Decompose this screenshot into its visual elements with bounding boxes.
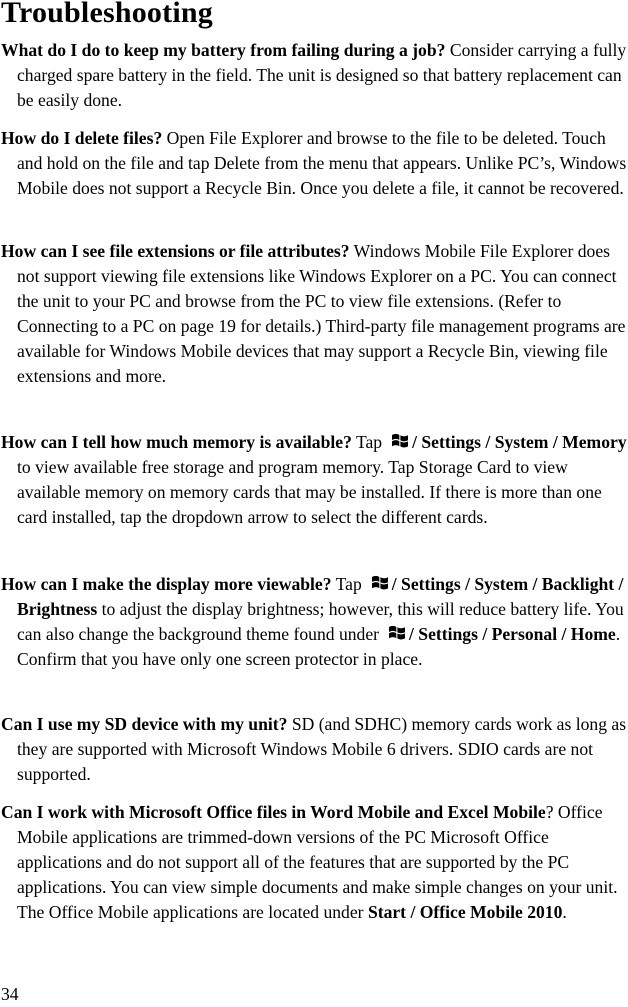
faq-settings-path-2: / Settings / Personal / Home <box>409 624 616 644</box>
faq-answer: to view available free storage and program memory. Tap Storage Card to view available memory on memory cards that may be installed. If there is more than one card installed, tap the dropdown arrow to select the different cards. <box>17 457 602 527</box>
faq-question: What do I do to keep my battery from failing during a job? <box>1 40 446 60</box>
windows-start-icon <box>387 622 407 643</box>
windows-start-icon <box>370 572 390 593</box>
faq-question: Can I work with Microsoft Office files in Word Mobile and Excel Mobile <box>1 802 546 822</box>
windows-start-icon <box>390 430 410 451</box>
faq-question: How can I tell how much memory is available? <box>1 432 352 452</box>
faq-delete-files <box>1 126 628 201</box>
faq-display <box>1 572 628 672</box>
page-heading: Troubleshooting <box>1 0 213 29</box>
faq-tap: Tap <box>355 432 383 452</box>
faq-file-extensions <box>1 239 628 389</box>
faq-answer-2: . Confirm that you have only one screen protector in place. <box>17 624 621 669</box>
faq-memory <box>1 430 628 530</box>
faq-office-files <box>1 800 628 925</box>
faq-answer: Consider carrying a fully charged spare battery in the field. The unit is designed so that battery replacement can be easily done. <box>17 40 627 110</box>
faq-settings-path: / Settings / System / Backlight / Brightness <box>17 574 624 619</box>
faq-question: Can I use my SD device with my unit? <box>1 714 288 734</box>
faq-answer-2: . <box>562 902 567 922</box>
faq-tap: Tap <box>335 574 362 594</box>
faq-battery <box>1 38 628 113</box>
faq-answer: Windows Mobile File Explorer does not support viewing file extensions like Windows Explorer on a PC. You can connect the unit to your PC and browse from the PC to view file extensions. (Refer to Connecting to a PC on page 19 for details.) Third-party file management programs are available for Windows Mobile devices that may support a Recycle Bin, viewing file extensions and more. <box>17 241 626 386</box>
faq-sd-card <box>1 712 628 787</box>
faq-answer: Open File Explorer and browse to the file to be deleted. Touch and hold on the file and tap Delete from the menu that appears. Unlike PC’s, Windows Mobile does not support a Recycle Bin. Once you delete a file, it cannot be recovered. <box>17 128 627 198</box>
faq-answer: to adjust the display brightness; however, this will reduce battery life. You can also change the background theme found under <box>17 599 624 644</box>
page-number: 34 <box>1 984 19 1004</box>
faq-settings-path: / Settings / System / Memory <box>412 432 627 452</box>
faq-question: How can I see file extensions or file attributes? <box>1 241 350 261</box>
faq-answer: ? Office Mobile applications are trimmed-down versions of the PC Microsoft Office applications and do not support all of the features that are supported by the PC applications. You can view simple documents and make simple changes on your unit. The Office Mobile applications are located under <box>17 802 618 922</box>
faq-question: How can I make the display more viewable? <box>1 574 332 594</box>
faq-office-path: Start / Office Mobile 2010 <box>367 902 563 922</box>
faq-answer: SD (and SDHC) memory cards work as long as they are supported with Microsoft Windows Mobile 6 drivers. SDIO cards are not supported. <box>17 714 627 784</box>
faq-question: How do I delete files? <box>1 128 163 148</box>
